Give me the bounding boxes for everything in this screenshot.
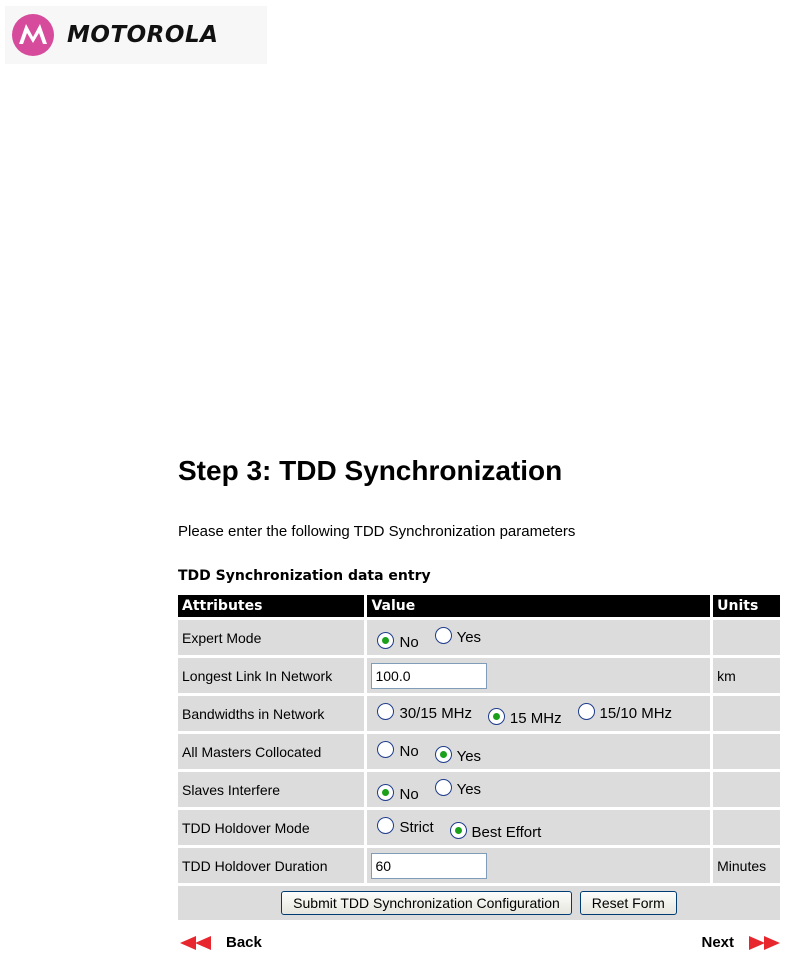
radio-label: Best Effort <box>471 823 542 841</box>
radio-label: 30/15 MHz <box>399 704 473 722</box>
header-units: Units <box>713 595 780 617</box>
slaves-interfere-no-option[interactable] <box>371 782 418 803</box>
radio-button[interactable] <box>578 703 595 720</box>
row-unit <box>713 620 780 655</box>
radio-button-checked[interactable] <box>450 822 467 839</box>
tdd-sync-table <box>175 592 783 923</box>
radio-label: No <box>399 633 419 651</box>
next-label: Next <box>701 934 734 951</box>
row-label: All Masters Collocated <box>178 734 364 769</box>
radio-label: Yes <box>456 780 482 798</box>
slaves-interfere-yes-option[interactable] <box>429 777 481 798</box>
header-attributes: Attributes <box>178 595 364 617</box>
table-row <box>178 658 780 693</box>
table-row <box>178 848 780 883</box>
radio-label: 15/10 MHz <box>599 704 673 722</box>
bandwidth-30-15-option[interactable] <box>371 701 472 722</box>
radio-button-checked[interactable] <box>377 632 394 649</box>
row-unit <box>713 772 780 807</box>
row-unit: Minutes <box>713 848 780 883</box>
submit-button[interactable]: Submit TDD Synchronization Configuration <box>281 891 572 915</box>
radio-label: No <box>399 785 419 803</box>
expert-mode-radio-group <box>367 620 710 655</box>
radio-button-checked[interactable] <box>435 746 452 763</box>
double-arrow-left-icon <box>180 936 214 950</box>
radio-label: No <box>399 742 419 760</box>
row-label: Bandwidths in Network <box>178 696 364 731</box>
radio-button[interactable] <box>377 741 394 758</box>
double-arrow-right-icon <box>746 936 780 950</box>
motorola-logo <box>5 6 267 64</box>
holdover-mode-radio-group <box>367 810 710 845</box>
wizard-navigation <box>180 934 780 958</box>
row-unit: km <box>713 658 780 693</box>
table-row <box>178 734 780 769</box>
logo-text: MOTOROLA <box>67 22 219 48</box>
slaves-interfere-radio-group <box>367 772 710 807</box>
intro-text: Please enter the following TDD Synchronization parameters <box>178 523 576 540</box>
holdover-duration-input[interactable]: 60 <box>371 853 487 879</box>
longest-link-input[interactable]: 100.0 <box>371 663 487 689</box>
back-link[interactable] <box>180 934 262 951</box>
bandwidth-15-option[interactable] <box>482 706 562 727</box>
radio-button[interactable] <box>377 817 394 834</box>
button-cell <box>178 886 780 920</box>
holdover-duration-cell <box>367 848 710 883</box>
row-label: TDD Holdover Mode <box>178 810 364 845</box>
radio-label: Yes <box>456 747 482 765</box>
button-row <box>178 886 780 920</box>
radio-button[interactable] <box>435 779 452 796</box>
table-row <box>178 620 780 655</box>
row-label: TDD Holdover Duration <box>178 848 364 883</box>
section-title: TDD Synchronization data entry <box>178 568 431 584</box>
reset-form-button[interactable]: Reset Form <box>580 891 677 915</box>
row-label: Expert Mode <box>178 620 364 655</box>
expert-mode-yes-option[interactable] <box>429 625 481 646</box>
radio-button-checked[interactable] <box>377 784 394 801</box>
back-label: Back <box>226 934 262 951</box>
row-unit <box>713 810 780 845</box>
longest-link-cell <box>367 658 710 693</box>
expert-mode-no-option[interactable] <box>371 630 418 651</box>
radio-button-checked[interactable] <box>488 708 505 725</box>
next-link[interactable] <box>701 934 780 951</box>
radio-button[interactable] <box>377 703 394 720</box>
radio-label: Strict <box>399 818 434 836</box>
bandwidth-15-10-option[interactable] <box>572 701 673 722</box>
masters-collocated-yes-option[interactable] <box>429 744 481 765</box>
row-unit <box>713 734 780 769</box>
holdover-best-effort-option[interactable] <box>444 820 542 841</box>
table-row <box>178 810 780 845</box>
bandwidths-radio-group <box>367 696 710 731</box>
header-value: Value <box>367 595 710 617</box>
radio-label: Yes <box>456 628 482 646</box>
masters-collocated-no-option[interactable] <box>371 739 418 760</box>
page-title: Step 3: TDD Synchronization <box>178 455 563 486</box>
row-unit <box>713 696 780 731</box>
row-label: Slaves Interfere <box>178 772 364 807</box>
holdover-strict-option[interactable] <box>371 815 433 836</box>
radio-button[interactable] <box>435 627 452 644</box>
tdd-sync-panel <box>172 452 783 964</box>
table-row <box>178 772 780 807</box>
row-label: Longest Link In Network <box>178 658 364 693</box>
radio-label: 15 MHz <box>509 709 562 727</box>
motorola-batwing-icon <box>11 13 55 57</box>
masters-collocated-radio-group <box>367 734 710 769</box>
table-row <box>178 696 780 731</box>
table-header-row <box>178 595 780 617</box>
